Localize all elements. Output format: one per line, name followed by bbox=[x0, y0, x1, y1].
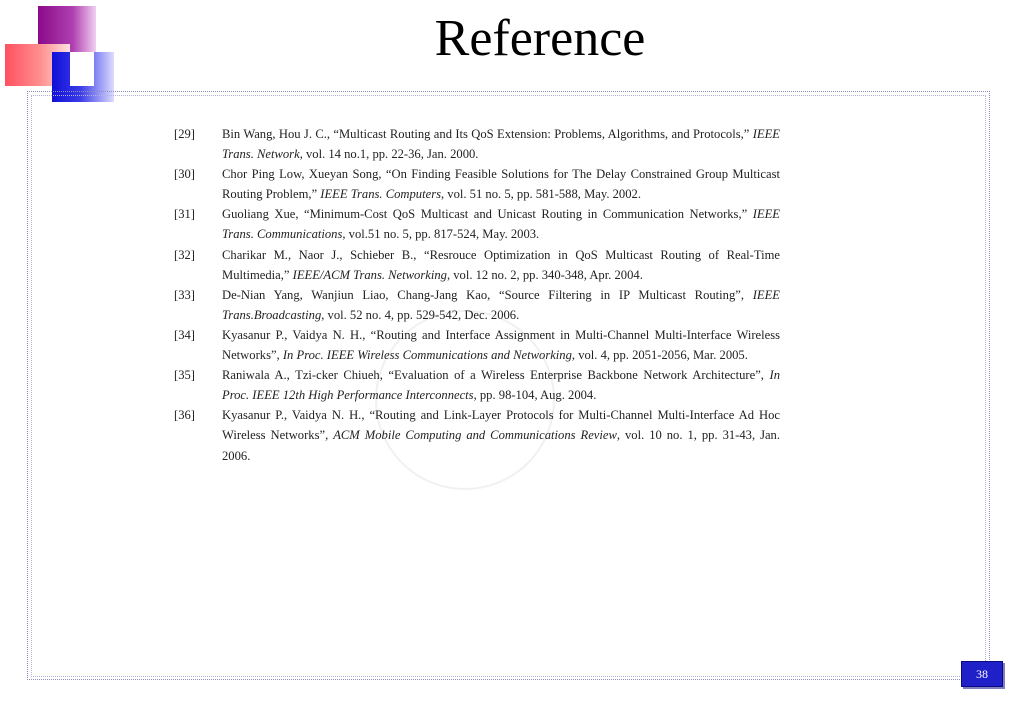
reference-item bbox=[174, 164, 780, 204]
reference-number: [34] bbox=[174, 327, 195, 342]
reference-number: [33] bbox=[174, 287, 195, 302]
slide-title: Reference bbox=[434, 10, 646, 67]
corner-decoration-gap bbox=[70, 52, 94, 86]
reference-venue: IEEE Trans. Network bbox=[222, 127, 780, 162]
reference-number: [30] bbox=[174, 167, 195, 182]
reference-venue: ACM Mobile Computing and Communications Review bbox=[333, 428, 617, 443]
reference-venue: In Proc. IEEE Wireless Communications and Networking bbox=[282, 348, 572, 363]
page-number-badge: 38 bbox=[961, 661, 1003, 687]
reference-text: Guoliang Xue, “Minimum-Cost QoS Multicast and Unicast Routing in Communication Networks,” IEEE Trans. Communications, vol.51 no. 5, pp. 817-524, May. 2003. bbox=[222, 207, 780, 242]
frame-border-left bbox=[27, 91, 28, 680]
frame-border-bottom bbox=[27, 679, 990, 680]
reference-item bbox=[174, 285, 780, 325]
frame-border-top bbox=[27, 91, 990, 92]
reference-venue: IEEE Trans. Computers bbox=[320, 187, 441, 202]
reference-number: [31] bbox=[174, 207, 195, 222]
reference-list bbox=[174, 124, 780, 466]
reference-text: Kyasanur P., Vaidya N. H., “Routing and Link-Layer Protocols for Multi-Channel Multi-Interface Ad Hoc Wireless Networks”, ACM Mobile Computing and Communications Review, vol. 10 no. 1, pp. 31-43, Jan. 2006. bbox=[222, 408, 781, 463]
reference-item bbox=[174, 325, 780, 365]
reference-number: [32] bbox=[174, 247, 195, 262]
reference-number: [36] bbox=[174, 408, 195, 423]
reference-number: [35] bbox=[174, 368, 195, 383]
frame-border-right bbox=[989, 91, 990, 680]
reference-item bbox=[174, 405, 780, 465]
reference-item bbox=[174, 365, 780, 405]
reference-text: Raniwala A., Tzi-cker Chiueh, “Evaluation of a Wireless Enterprise Backbone Network Architecture”, In Proc. IEEE 12th High Performance Interconnects, pp. 98-104, Aug. 2004. bbox=[222, 368, 780, 403]
reference-text: Bin Wang, Hou J. C., “Multicast Routing and Its QoS Extension: Problems, Algorithms, and Protocols,” IEEE Trans. Network, vol. 14 no.1, pp. 22-36, Jan. 2000. bbox=[222, 127, 780, 162]
reference-item bbox=[174, 124, 780, 164]
reference-number: [29] bbox=[174, 127, 195, 141]
reference-venue: IEEE Trans. Communications bbox=[222, 207, 780, 242]
reference-text: Chor Ping Low, Xueyan Song, “On Finding Feasible Solutions for The Delay Constrained Group Multicast Routing Problem,” IEEE Trans. Computers, vol. 51 no. 5, pp. 581-588, May. 2002. bbox=[222, 167, 780, 202]
reference-venue: IEEE/ACM Trans. Networking bbox=[292, 267, 447, 282]
reference-text: De-Nian Yang, Wanjiun Liao, Chang-Jang Kao, “Source Filtering in IP Multicast Routing”, IEEE Trans.Broadcasting, vol. 52 no. 4, pp. 529-542, Dec. 2006. bbox=[222, 287, 780, 322]
reference-venue: IEEE Trans.Broadcasting bbox=[222, 287, 780, 322]
reference-item bbox=[174, 204, 780, 244]
reference-text: Charikar M., Naor J., Schieber B., “Resrouce Optimization in QoS Multicast Routing of Real-Time Multimedia,” IEEE/ACM Trans. Networking, vol. 12 no. 2, pp. 340-348, Apr. 2004. bbox=[222, 247, 780, 282]
reference-item bbox=[174, 245, 780, 285]
reference-venue: In Proc. IEEE 12th High Performance Interconnects bbox=[222, 368, 780, 403]
reference-text: Kyasanur P., Vaidya N. H., “Routing and Interface Assignment in Multi-Channel Multi-Interface Wireless Networks”, In Proc. IEEE Wireless Communications and Networking, vol. 4, pp. 2051-2056, Mar. 2005. bbox=[222, 327, 780, 363]
